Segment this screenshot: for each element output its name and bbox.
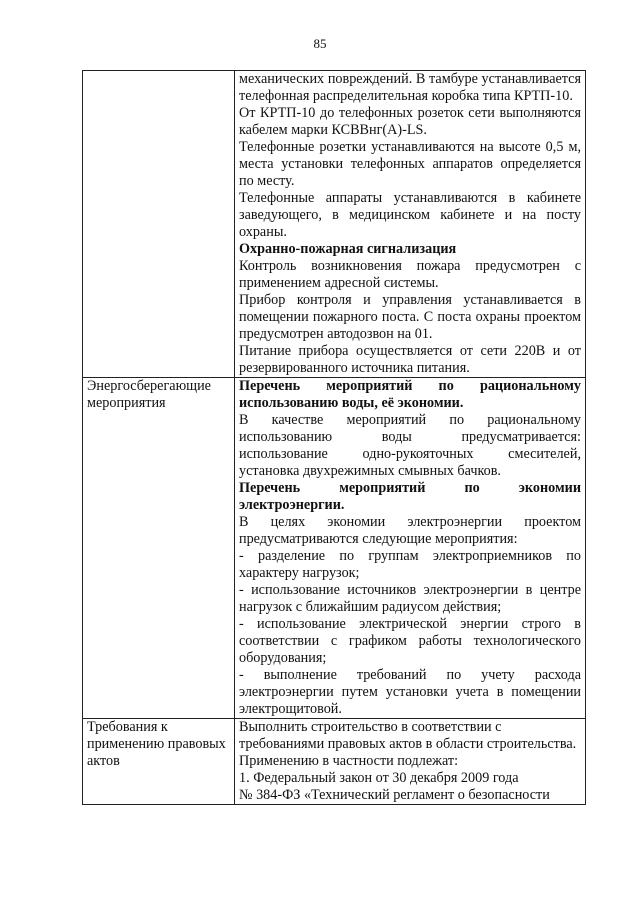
- section-heading: Перечень мероприятий по экономии электроэнергии.: [239, 480, 581, 513]
- specification-table: [82, 70, 586, 805]
- section-heading: Охранно-пожарная сигнализация: [239, 241, 457, 257]
- paragraph: Питание прибора осуществляется от сети 220В и от резервированного источника питания.: [239, 343, 581, 376]
- row-label-cell: [83, 378, 235, 719]
- paragraph: Телефонные аппараты устанавливаются в кабинете заведующего, в медицинском кабинете и на посту охраны.: [239, 190, 581, 240]
- paragraph: Выполнить строительство в соответствии с требованиями правовых актов в области строительства. Применению в частности подлежат:: [239, 719, 577, 769]
- page-number: 85: [313, 36, 327, 51]
- row-content-cell: [235, 71, 586, 378]
- table-row: [83, 378, 586, 719]
- paragraph: механических повреждений. В тамбуре устанавливается телефонная распределительная коробка типа КРТП-10.: [239, 71, 581, 104]
- list-item: № 384-ФЗ «Технический регламент о безопасности: [239, 787, 550, 803]
- paragraph: Прибор контроля и управления устанавливается в помещении пожарного поста. С поста охраны проектом предусмотрен автодозвон на 01.: [239, 292, 581, 342]
- row-label-cell: [83, 71, 235, 378]
- paragraph: В качестве мероприятий по рациональному использованию воды предусматривается: использование одно-рукояточных смесителей, установка двухрежимных смывных бачков.: [239, 412, 581, 479]
- row-label: Требования к применению правовых актов: [87, 719, 226, 769]
- row-label: Энергосберегающие мероприятия: [87, 378, 211, 411]
- row-content-cell: [235, 378, 586, 719]
- list-item: 1. Федеральный закон от 30 декабря 2009 года: [239, 770, 519, 786]
- row-content-cell: [235, 719, 586, 805]
- section-heading: Перечень мероприятий по рациональному использованию воды, её экономии.: [239, 378, 581, 411]
- paragraph: В целях экономии электроэнергии проектом предусматриваются следующие мероприятия:: [239, 514, 581, 547]
- list-item: - разделение по группам электроприемников по характеру нагрузок;: [239, 548, 581, 581]
- row-label-cell: [83, 719, 235, 805]
- paragraph: Телефонные розетки устанавливаются на высоте 0,5 м, места установки телефонных аппаратов определяется по месту.: [239, 139, 581, 189]
- table-row: [83, 719, 586, 805]
- paragraph: От КРТП-10 до телефонных розеток сети выполняются кабелем марки КСВВнг(А)-LS.: [239, 105, 581, 138]
- list-item: - выполнение требований по учету расхода электроэнергии путем установки учета в помещении электрощитовой.: [239, 667, 581, 717]
- list-item: - использование источников электроэнергии в центре нагрузок с ближайшим радиусом действия;: [239, 582, 581, 615]
- paragraph: Контроль возникновения пожара предусмотрен с применением адресной системы.: [239, 258, 581, 291]
- list-item: - использование электрической энергии строго в соответствии с графиком работы технологического оборудования;: [239, 616, 581, 666]
- table-row: [83, 71, 586, 378]
